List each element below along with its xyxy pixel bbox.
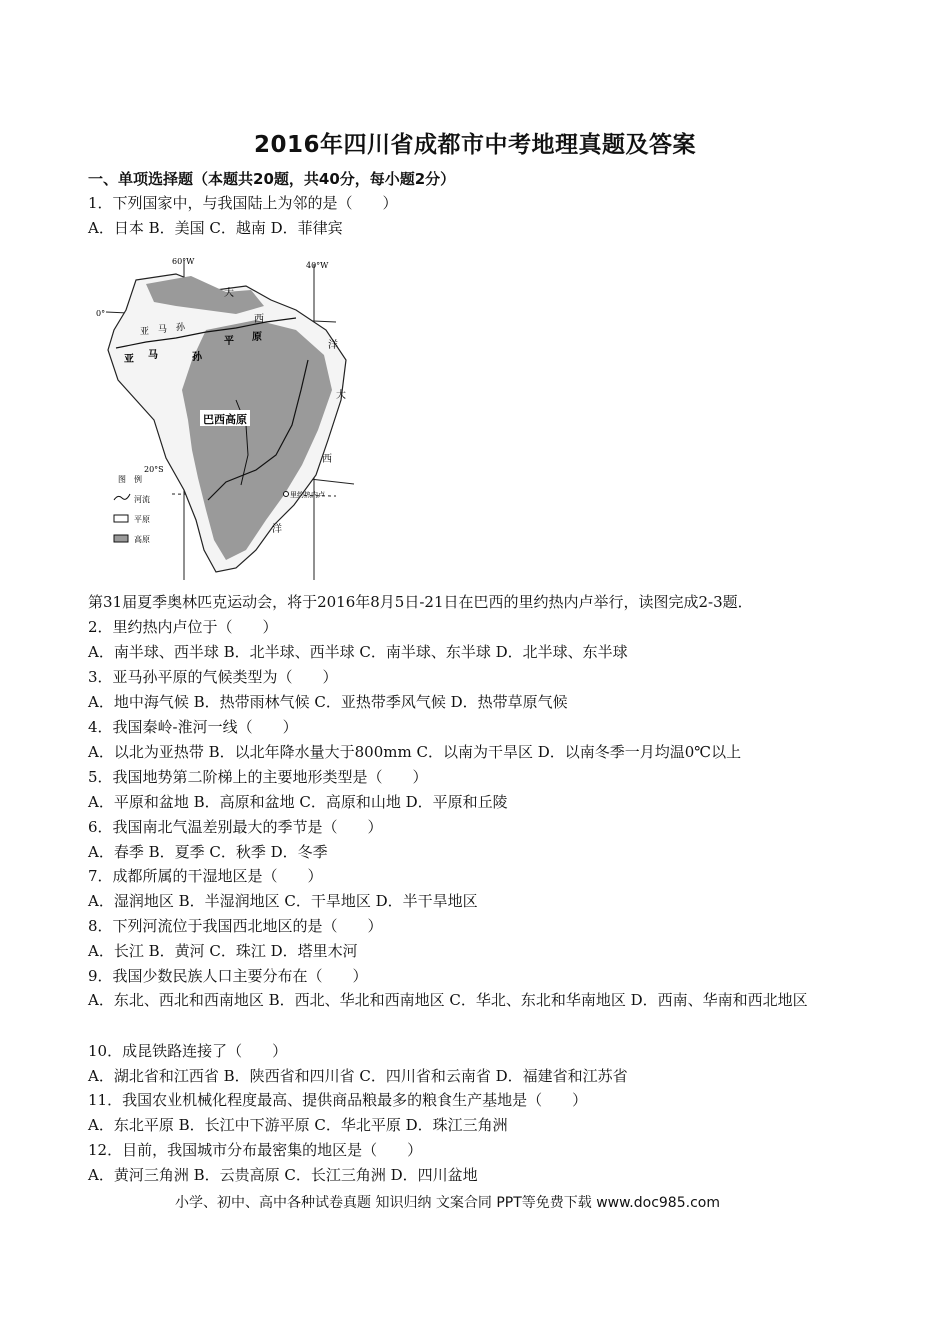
rio-city-label: 里约热内卢	[290, 491, 325, 499]
question-10: 10．成昆铁路连接了（ ）	[88, 1042, 288, 1060]
legend-river-label: 河流	[134, 495, 150, 504]
question-8: 8．下列河流位于我国西北地区的是（ ）	[88, 917, 383, 935]
ocean-label-5: 西	[322, 454, 332, 465]
options-11: A．东北平原 B．长江中下游平原 C．华北平原 D．珠江三角洲	[88, 1116, 508, 1134]
options-4: A．以北为亚热带 B．以北年降水量大于800mm C．以南为干旱区 D．以南冬季一月均温0℃以上	[88, 743, 742, 761]
legend-title: 图 例	[118, 475, 142, 484]
options-7: A．湿润地区 B．半湿润地区 C．干旱地区 D．半干旱地区	[88, 892, 478, 910]
section-heading: 一、单项选择题（本题共20题，共40分，每小题2分）	[88, 170, 456, 188]
legend-plateau-label: 高原	[134, 535, 150, 544]
amazon-plain-char-1: 亚	[124, 354, 134, 365]
question-12: 12．目前，我国城市分布最密集的地区是（ ）	[88, 1141, 423, 1159]
amazon-plain-char-5: 原	[252, 332, 262, 343]
options-9: A．东北、西北和西南地区 B．西北、华北和西南地区 C．华北、东北和华南地区 D．西南、华南和西北地区	[88, 991, 808, 1009]
question-11: 11．我国农业机械化程度最高、提供商品粮最多的粮食生产基地是（ ）	[88, 1091, 588, 1109]
amazon-plain-char-3: 孙	[192, 352, 202, 363]
label-equator: 0°	[96, 309, 106, 318]
options-6: A．春季 B．夏季 C．秋季 D．冬季	[88, 843, 328, 861]
legend-plain-symbol	[114, 515, 128, 522]
rio-city-marker	[284, 492, 289, 497]
question-7: 7．成都所属的干湿地区是（ ）	[88, 867, 323, 885]
ocean-label-6: 洋	[272, 524, 282, 535]
options-8: A．长江 B．黄河 C．珠江 D．塔里木河	[88, 942, 358, 960]
ocean-label-3: 洋	[328, 340, 338, 351]
options-1: A．日本 B．美国 C．越南 D．菲律宾	[88, 219, 343, 237]
label-lon2: 40°W	[306, 261, 329, 270]
amazon-river-char-3: 孙	[176, 323, 186, 333]
amazon-river-char-2: 马	[158, 325, 168, 335]
options-10: A．湖北省和江西省 B．陕西省和四川省 C．四川省和云南省 D．福建省和江苏省	[88, 1067, 628, 1085]
plateau-label: 巴西高原	[203, 413, 247, 426]
ocean-label-4: 大	[336, 390, 346, 401]
legend-plain-label: 平原	[134, 515, 150, 524]
label-lon1: 60°W	[172, 257, 195, 266]
ocean-label-1: 大	[224, 288, 234, 299]
question-4: 4．我国秦岭-淮河一线（ ）	[88, 718, 298, 736]
amazon-river-char-1: 亚	[140, 327, 150, 337]
question-2: 2．里约热内卢位于（ ）	[88, 618, 278, 636]
ocean-label-2: 西	[254, 314, 264, 325]
footer-watermark: 小学、初中、高中各种试卷真题 知识归纳 文案合同 PPT等免费下载 www.doc985.com	[175, 1195, 720, 1211]
legend-plateau-symbol	[114, 535, 128, 542]
amazon-plain-char-4: 平	[224, 336, 234, 347]
question-5: 5．我国地势第二阶梯上的主要地形类型是（ ）	[88, 768, 428, 786]
question-6: 6．我国南北气温差别最大的季节是（ ）	[88, 818, 383, 836]
map-intro: 第31届夏季奥林匹克运动会，将于2016年8月5日-21日在巴西的里约热内卢举行，读图完成2-3题．	[88, 593, 753, 611]
question-1: 1．下列国家中，与我国陆上为邻的是（ ）	[88, 194, 398, 212]
options-2: A．南半球、西半球 B．北半球、西半球 C．南半球、东半球 D．北半球、东半球	[88, 643, 628, 661]
question-3: 3．亚马孙平原的气候类型为（ ）	[88, 668, 338, 686]
options-12: A．黄河三角洲 B．云贵高原 C．长江三角洲 D．四川盆地	[88, 1166, 478, 1184]
options-5: A．平原和盆地 B．高原和盆地 C．高原和山地 D．平原和丘陵	[88, 793, 508, 811]
label-tropic: 20°S	[144, 465, 164, 474]
amazon-plain-char-2: 马	[148, 350, 158, 361]
legend-river-symbol	[114, 494, 130, 500]
page-title: 2016年四川省成都市中考地理真题及答案	[253, 132, 696, 158]
brazil-map	[96, 250, 358, 580]
question-9: 9．我国少数民族人口主要分布在（ ）	[88, 967, 368, 985]
options-3: A．地中海气候 B．热带雨林气候 C．亚热带季风气候 D．热带草原气候	[88, 693, 568, 711]
